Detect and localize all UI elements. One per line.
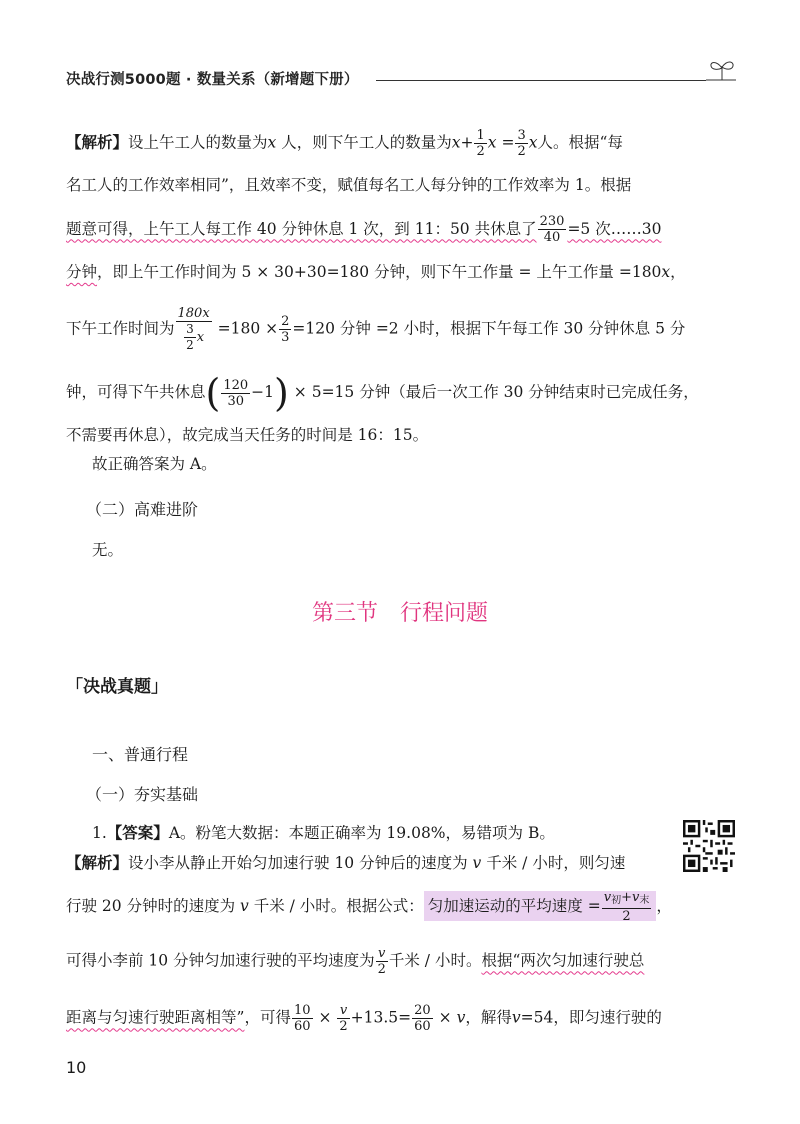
page-number: 10	[66, 1058, 87, 1077]
analysis-line-6: 钟，可得下午共休息( $\frac{120}{30}$ −1) × 5=15 分钟（最后一次工作 30 分钟结束时已完成任务，	[66, 371, 699, 415]
analysis-line-5: 下午工作时间为 180x $\frac{3}{2}$ x =180 × $\frac{2}{3}$ =120 分钟 =2 小时，根据下午每工作 30 分钟休息 5 分	[66, 306, 686, 352]
analysis-line-3: 题意可得，上午工人每工作 40 分钟休息 1 次，到 11：50 共休息了 $\frac{230}{40}$ =5 次……30	[66, 214, 662, 245]
subsection-heading-basics: （一）夯实基础	[86, 785, 199, 804]
section-title: 第三节 行程问题	[311, 601, 488, 626]
q1-analysis-line-2: 行驶 20 分钟时的速度为 v 千米 / 小时。根据公式： 匀加速运动的平均速度 = $\frac{v_初+v_末}{2}$ ，	[66, 890, 672, 924]
fraction: $\frac{3}{2}$	[517, 128, 526, 159]
q1-analysis-line-3: 可得小李前 10 分钟匀加速行驶的平均速度为 $\frac{v}{2}$ 千米 / 小时。根据“两次匀加速行驶总	[66, 946, 645, 977]
zhenti-label: 「决战真题」	[66, 677, 168, 697]
fraction: $\frac{1}{2}$	[476, 128, 485, 159]
sprout-icon	[700, 56, 742, 86]
analysis-line-2: 名工人的工作效率相同”，且效率不变，赋值每名工人每分钟的工作效率为 1。根据	[66, 176, 632, 194]
subsection-heading-advanced: （二）高难进阶	[86, 500, 199, 519]
qr-code[interactable]	[683, 820, 735, 872]
fraction: $\frac{v}{2}$	[339, 1003, 348, 1034]
fraction: $\frac{20}{60}$	[414, 1003, 431, 1034]
analysis-line-4: 分钟，即上午工作时间为 5 × 30+30=180 分钟，则下午工作量 = 上午工作量 =180x，	[66, 263, 686, 281]
formula-highlight: 匀加速运动的平均速度 = $\frac{v_初+v_末}{2}$	[424, 891, 657, 921]
fraction: $\frac{10}{60}$	[293, 1003, 311, 1034]
compound-fraction: 180x $\frac{3}{2}$ x	[177, 306, 210, 352]
fraction: $\frac{v_初+v_末}{2}$	[603, 890, 650, 924]
analysis-line-7: 不需要再休息），故完成当天任务的时间是 16：15。	[66, 426, 429, 444]
fraction: $\frac{2}{3}$	[281, 314, 290, 345]
running-header: 决战行测5000题 · 数量关系（新增题下册）	[66, 72, 359, 88]
analysis-line-1: 【解析】设上午工人的数量为x 人，则下午工人的数量为x+ $\frac{1}{2}$ x = $\frac{3}{2}$ x人。根据“每	[66, 128, 623, 159]
fraction: $\frac{120}{30}$	[223, 377, 249, 409]
q1-analysis-line-1: 【解析】设小李从静止开始匀加速行驶 10 分钟后的速度为 v 千米 / 小时，则匀速	[66, 854, 626, 872]
q1-analysis-line-4: 距离与匀速行驶距离相等”，可得 $\frac{10}{60}$ × $\frac{v}{2}$ +13.5= $\frac{20}{60}$ × v，解得v=54，即匀速行驶的	[66, 1003, 662, 1034]
heading-ordinary-travel: 一、普通行程	[92, 745, 189, 764]
answer-line: 故正确答案为 A。	[92, 455, 217, 473]
fraction: $\frac{v}{2}$	[377, 946, 386, 977]
header-rule	[376, 80, 706, 81]
none-text: 无。	[92, 541, 124, 559]
q1-answer: 1.【答案】A。粉笔大数据：本题正确率为 19.08%，易错项为 B。	[92, 824, 555, 842]
fraction: $\frac{230}{40}$	[539, 214, 565, 245]
